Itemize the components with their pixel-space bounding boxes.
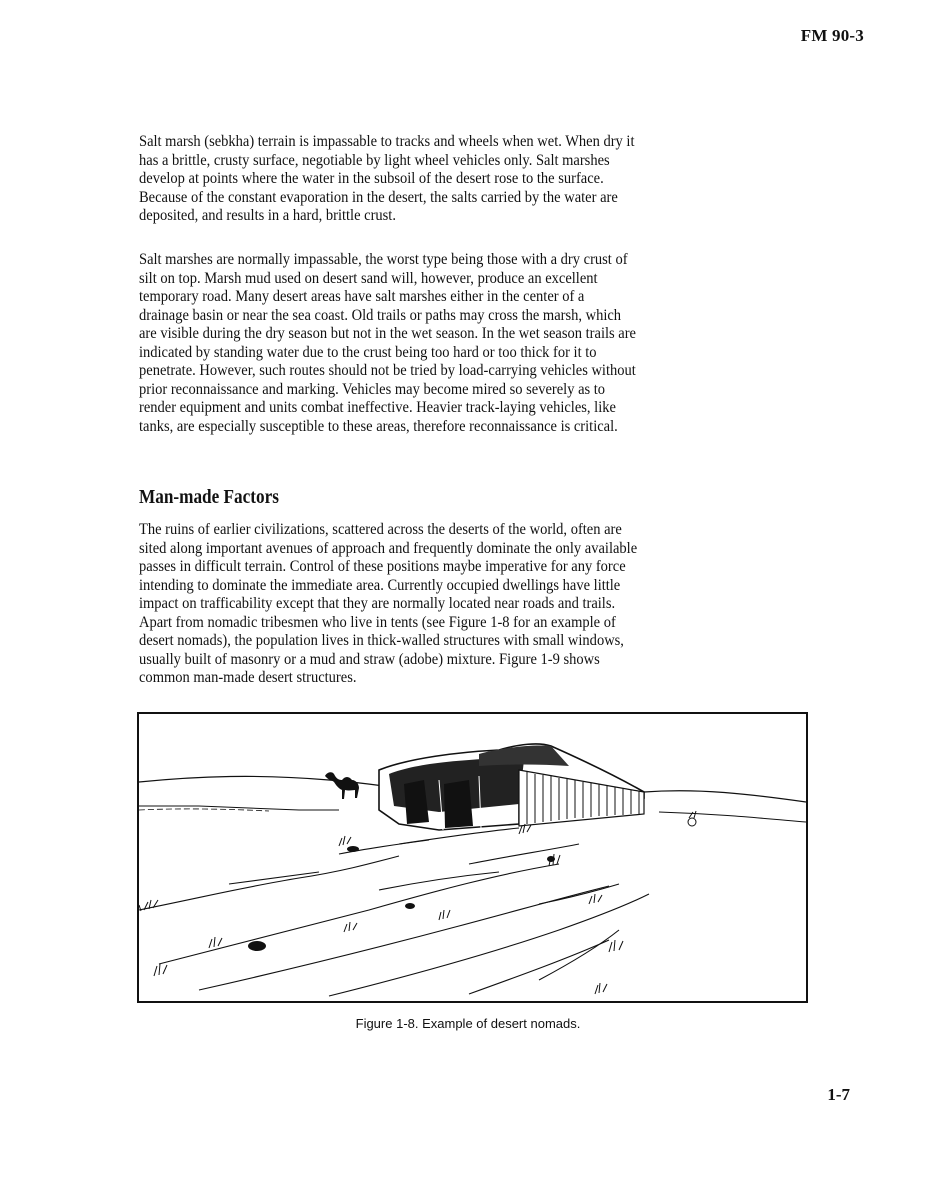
desert-nomads-illustration	[139, 714, 806, 1001]
camel-icon	[325, 772, 359, 799]
tent-icon	[379, 744, 644, 830]
figure-desert-nomads	[137, 712, 808, 1003]
paragraph-salt-marsh-terrain: Salt marsh (sebkha) terrain is impassable to tracks and wheels when wet. When dry it has a brittle, crusty surface, negotiable by light wheel vehicles only. Salt marshes develop at points where the water in the subsoil of the desert rose to the surface. Because of the constant evaporation in the desert, the salts carried by the water are deposited, and results in a hard, brittle crust.	[139, 133, 635, 224]
figure-caption: Figure 1-8. Example of desert nomads.	[355, 1016, 581, 1031]
sand-ridges	[139, 828, 649, 996]
paragraph-man-made-factors: The ruins of earlier civilizations, scattered across the deserts of the world, often are sited along important avenues of approach and frequently dominate the only available passes in difficult terrain. Control of these positions maybe imperative for any force intending to dominate the immediate area. Currently occupied dwellings have little impact on trafficability except that they are normally located near roads and trails. Apart from nomadic tribesmen who live in tents (see Figure 1-8 for an example of desert nomads), the population lives in thick-walled structures with small windows, usually built of masonry or a mud and straw (adobe) mixture. Figure 1-9 shows common man-made desert structures.	[139, 521, 638, 686]
shrubs	[248, 846, 555, 951]
page-number: 1-7	[827, 1085, 850, 1104]
section-heading: Man-made Factors	[139, 486, 279, 508]
grass-tufts	[139, 811, 696, 994]
paragraph-salt-marsh-impassable: Salt marshes are normally impassable, the worst type being those with a dry crust of silt on top. Marsh mud used on desert sand will, however, produce an excellent temporary road. Many desert areas have salt marshes either in the center of a drainage basin or near the sea coast. Old trails or paths may cross the marsh, which are visible during the dry season but not in the wet season. In the wet season trails are indicated by standing water due to the crust being too hard or too thick for it to penetrate. However, such routes should not be tried by load-carrying vehicles without prior reconnaissance and marking. Vehicles may become mired so severely as to render equipment and units combat ineffective. Heavier track-laying vehicles, like tanks, are especially susceptible to these areas, therefore reconnaissance is critical.	[139, 251, 636, 435]
manual-code: FM 90-3	[800, 26, 864, 45]
